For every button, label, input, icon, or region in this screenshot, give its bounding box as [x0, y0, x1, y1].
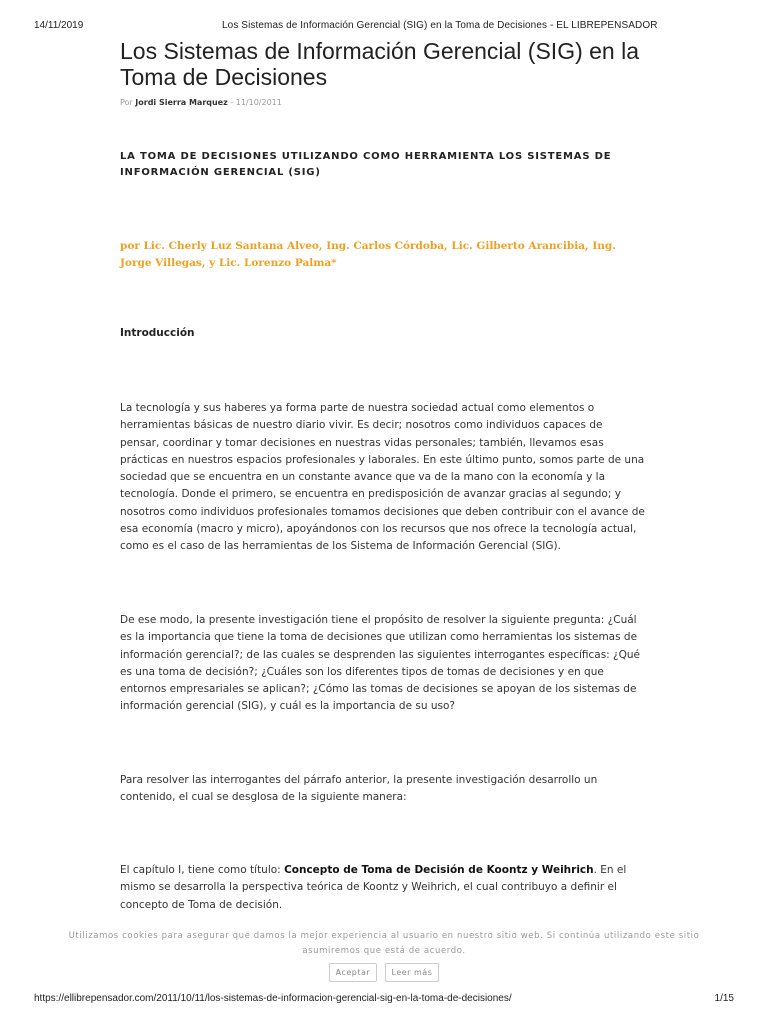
byline	[120, 98, 640, 107]
byline-prefix: Por	[120, 98, 133, 107]
print-footer	[0, 990, 768, 1024]
paragraph-1: La tecnología y sus haberes ya forma parte de nuestra sociedad actual como elementos o herramientas básicas de nuestro diario vivir. Es decir; nosotros como individuos capaces de pensar, coordinar y tomar decisiones en nuestras vidas personales; también, llevamos esas prácticas en nuestros espacios profesionales y laborales. En este último punto, somos parte de una sociedad que se encuentra en un constante avance que va de la mano con la economía y la tecnología. Donde el primero, se encuentra en predisposición de avanzar gracias al segundo; y nosotros como individuos profesionales tomamos decisiones que deben contribuir con el avance de esa economía (macro y micro), apoyándonos con los recursos que nos ofrece la tecnología actual, como es el caso de las herramientas de los Sistema de Información Gerencial (SIG).	[120, 402, 645, 553]
cookie-banner	[0, 920, 768, 990]
read-more-button[interactable]: Leer más	[385, 963, 440, 982]
intro-heading: Introducción	[120, 327, 195, 339]
paragraph-4	[120, 862, 645, 914]
cookie-buttons	[0, 963, 768, 982]
paragraph-2: De ese modo, la presente investigación tiene el propósito de resolver la siguiente pregunta: ¿Cuál es la importancia que tiene la toma de decisiones que utilizan como herramientas los sistemas de información gerencial?; de las cuales se desprenden las siguientes interrogantes específicas: ¿Qué es una toma de decisión?; ¿Cuáles son los diferentes tipos de tomas de decisiones y en que entornos empresariales se aplican?; ¿Cómo las tomas de decisiones se apoyan de los sistemas de información gerencial (SIG), y cuál es la importancia de su uso?	[120, 614, 641, 713]
paragraph-3: Para resolver las interrogantes del párrafo anterior, la presente investigación desarrollo un contenido, el cual se desglosa de la siguiente manera:	[120, 774, 598, 804]
page-url: https://ellibrepensador.com/2011/10/11/los-sistemas-de-informacion-gerencial-sig-en-la-toma-de-decisiones/	[34, 993, 512, 1004]
paragraph-4-start: El capítulo I, tiene como título:	[120, 864, 285, 876]
cookie-message: Utilizamos cookies para asegurar que damos la mejor experiencia al usuario en nuestro sitio web. Si continúa utilizando este sitio asumiremos que está de acuerdo.	[68, 931, 700, 956]
page-number: 1/15	[714, 993, 734, 1004]
chapter-title: Concepto de Toma de Decisión de Koontz y Weihrich	[284, 864, 594, 876]
publish-date: 11/10/2011	[235, 98, 282, 107]
section-title: LA TOMA DE DECISIONES UTILIZANDO COMO HERRAMIENTA LOS SISTEMAS DE INFORMACIÓN GERENCIAL (SIG)	[120, 151, 612, 178]
article-header	[120, 38, 640, 107]
print-header	[0, 0, 768, 40]
byline-separator: -	[230, 98, 234, 107]
print-date: 14/11/2019	[34, 20, 84, 31]
article-title: Los Sistemas de Información Gerencial (SIG) en la Toma de Decisiones	[120, 38, 640, 90]
authors-line: por Lic. Cherly Luz Santana Alveo, Ing. Carlos Córdoba, Lic. Gilberto Arancibia, Ing. Jorge Villegas, y Lic. Lorenzo Palma*	[120, 240, 616, 269]
accept-cookies-button[interactable]: Aceptar	[329, 963, 378, 982]
print-page-title: Los Sistemas de Información Gerencial (SIG) en la Toma de Decisiones - EL LIBREPENSADOR	[222, 20, 658, 31]
author-link[interactable]: Jordi Sierra Marquez	[135, 98, 228, 107]
paragraph-4-end: . En el mismo se desarrolla la perspectiva teórica de Koontz y Weihrich, el cual contribuyo a definir el concepto de Toma de decisión.	[120, 864, 627, 911]
